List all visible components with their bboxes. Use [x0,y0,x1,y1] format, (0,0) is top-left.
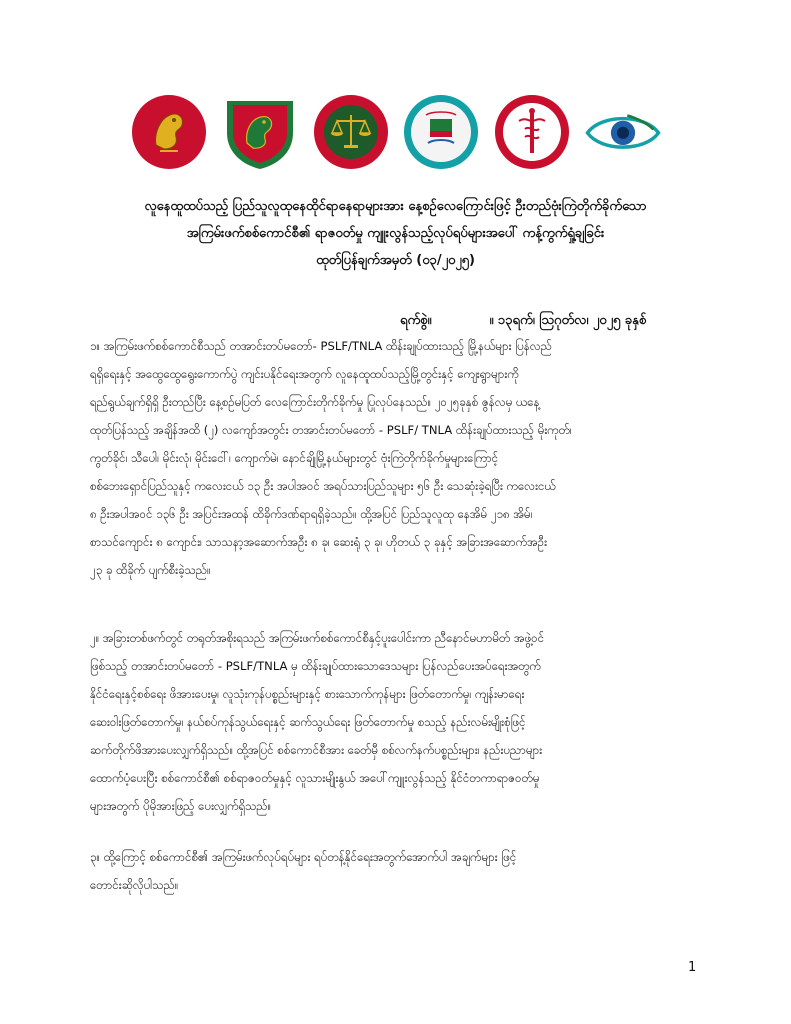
logo-mmwa [130,93,208,171]
paragraph-line: ဖြစ်သည့် တအာင်းတပ်မတော် - PSLF/TNLA မှ ထိန်းချုပ်ထားသောဒေသများ ပြန်လည်ပေးအပ်ရေးအတွက် [90,659,541,673]
page-number: 1 [688,960,697,975]
date-label: ရက်စွဲ။ [400,313,432,328]
paragraph-line: စာသင်ကျောင်း ၈ ကျောင်း၊ သာသနာ့အဆောက်အဦး ၈ ခု၊ ဆေးရုံ ၃ ခု၊ ဟိုတယ် ၃ ခုနှင့် အခြားအဆောက်အဦး [90,535,548,549]
paragraph-line: ကွတ်ခိုင်၊ သီပေါ၊ မိုင်းလုံ၊ မိုင်းငေါ်၊ ကျောက်မဲ၊ နောင်ချိုမြို့နယ်များတွင် ဗုံးကြဲတိုက်ခိုက်မှုများကြောင့် [90,451,499,465]
date-value: ။ ၁၃ရက်၊ ဩဂုတ်လ၊ ၂၀၂၅ ခုနှစ် [489,313,647,328]
paragraph-2 [90,624,702,820]
logo-army [221,93,299,171]
paragraph-line: ရည်ရွယ်ချက်ရှိရှိ ဦးတည်ပြီး နေ့စဉ်မပြတ် လေကြောင်းတိုက်ခိုက်မှု ပြုလုပ်နေသည်။ ၂၀၂၅ခုနှစ် ဇွန်လမှ ယနေ့ [90,395,540,409]
paragraph-line: ၂။ အခြားတစ်ဖက်တွင် တရုတ်အစိုးရသည် အကြမ်းဖက်စစ်ကောင်စီနှင့်ပူးပေါင်းကာ ညီနောင်မဟာမိတ် အဖွဲ့ဝင် [90,631,545,645]
paragraph-line: ၂၃ ခု ထိခိုက် ပျက်စီးခဲ့သည်။ [90,563,211,577]
title-line-1: လူနေထူထပ်သည့် ပြည်သူလူထုနေထိုင်ရာနေရာများအား နေ့စဉ်လေကြောင်းဖြင့် ဦးတည်ဗုံးကြဲတိုက်ခိုက်သော [144,199,647,214]
paragraph-line: ၈ ဦးအပါအဝင် ၁၃၆ ဦး အပြင်းအထန် ထိခိုက်ဒဏ်ရာရရှိခဲ့သည်။ ထို့အပြင် ပြည်သူလူထု နေအိမ် ၂၁၈ အိမ်၊ [90,507,533,521]
paragraph-line: ၃။ ထို့ကြောင့် စစ်ကောင်စီ၏ အကြမ်းဖက်လုပ်ရပ်များ ရပ်တန့်နိုင်ရေးအတွက်အောက်ပါ အချက်များ ဖြင့် [90,850,517,864]
paragraph-line: တောင်းဆိုလိုပါသည်။ [90,878,179,892]
logo-health [493,93,571,171]
date-line [400,312,720,331]
logo-legal [312,93,390,171]
paragraph-line: ဆက်တိုက်ဖိအားပေးလျှက်ရှိသည်။ ထို့အပြင် စစ်ကောင်စီအား ခေတ်မှီ စစ်လက်နက်ပစ္စည်းများ၊ နည်းပညာများ [90,743,543,757]
title-line-3: ထုတ်ပြန်ချက်အမှတ် (၀၃/၂၀၂၅) [316,253,475,268]
paragraph-1 [90,332,702,584]
paragraph-line: ထုတ်ပြန်သည့် အချိန်အထိ (၂) လကျော်အတွင်း တအာင်းတပ်မတော် - PSLF/ TNLA ထိန်းချုပ်ထားသည့် မိုးကုတ်၊ [90,423,572,437]
title-line-2: အကြမ်းဖက်စစ်ကောင်စီ၏ ရာဇဝတ်မှု ကျူးလွန်သည့်လုပ်ရပ်များအပေါ် ကန့်ကွက်ရှုံ့ချခြင်း [186,226,605,241]
paragraph-line: စစ်ဘေးရှောင်ပြည်သူနှင့် ကလေးငယ် ၁၃ ဦး အပါအဝင် အရပ်သားပြည်သူများ ၅၆ ဦး သေဆုံးခဲ့ရပြီး ကလေးငယ် [90,479,556,493]
paragraph-line: ရရှိရေးနှင့် အထွေထွေရွေးကောက်ပွဲ ကျင်းပနိုင်ရေးအတွက် လူနေထူထပ်သည့်မြို့တွင်းနှင့် ကျေးရွာများကို [90,367,519,381]
logo-eye [584,93,662,171]
paragraph-line: ၁။ အကြမ်းဖက်စစ်ကောင်စီသည် တအာင်းတပ်မတော်- PSLF/TNLA ထိန်းချုပ်ထားသည့် မြို့နယ်များ ပြန်လည် [90,339,552,353]
logo-education [402,93,480,171]
paragraph-line: ဆေးဝါးဖြတ်တောက်မှု၊ နယ်စပ်ကုန်သွယ်ရေးနှင့် ဆက်သွယ်ရေး ဖြတ်တောက်မှု စသည့် နည်းလမ်းမျိုးစုံဖြင့် [90,715,526,729]
logo-row [130,92,662,172]
paragraph-line: များအတွက် ပိုမိုအားဖြည့် ပေးလျှက်ရှိသည်။ [90,799,272,813]
paragraph-3 [90,843,702,899]
paragraph-line: နိုင်ငံရေးနှင့်စစ်ရေး ဖိအားပေးမှု၊ လူသုံးကုန်ပစ္စည်းများနှင့် စားသောက်ကုန်များ ဖြတ်တောက်မှု၊ ကျန်းမာရေး [90,687,525,701]
statement-title [70,193,721,274]
paragraph-line: ထောက်ပံ့ပေးပြီး စစ်ကောင်စီ၏ စစ်ရာဇဝတ်မှုနှင့် လူသားမျိုးနွယ် အပေါ်ကျူးလွန်သည့် နိုင်ငံတကာရာဇဝတ်မှု [90,771,540,785]
